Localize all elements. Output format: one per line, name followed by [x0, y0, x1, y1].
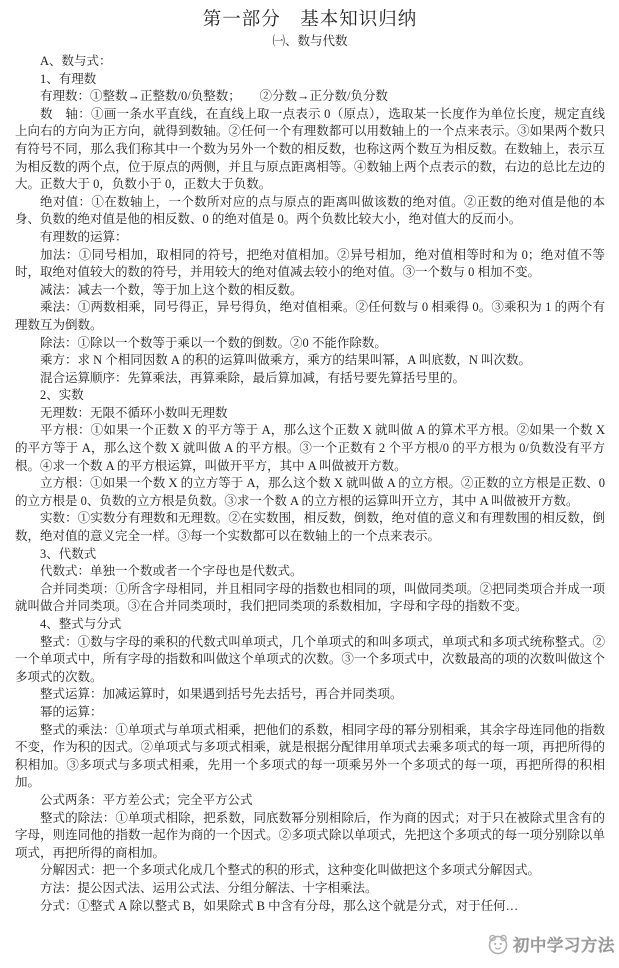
- paragraph: 3、代数式: [40, 546, 97, 561]
- paragraph: 整式的除法：①单项式相除，把系数，同底数幂分别相除后，作为商的因式；对于只在被除式里含有的字母，则连同他的指数一起作为商的一个因式。②多项式除以单项式，先把这个多项式的每一项分别除以单项式，再把所得的商相加。: [15, 810, 605, 860]
- paragraph: 幂的运算：: [40, 704, 103, 719]
- doc-title: 第一部分 基本知识归纳: [202, 10, 418, 30]
- paragraph: 绝对值：①在数轴上，一个数所对应的点与原点的距离叫做该数的绝对值。②正数的绝对值是他的本身、负数的绝对值是他的相反数、0 的绝对值是 0。两个负数比较大小，绝对值大的反而小。: [15, 194, 605, 227]
- paragraph: 4、整式与分式: [40, 617, 122, 631]
- paragraph: 乘法：①两数相乘，同号得正，异号得负，绝对值相乘。②任何数与 0 相乘得 0。③乘积为 1 的两个有理数互为倒数。: [15, 300, 605, 332]
- paragraph: 除法：①除以一个数等于乘以一个数的倒数。②0 不能作除数。: [40, 335, 387, 350]
- paragraph: 加法：①同号相加，取相同的符号，把绝对值相加。②异号相加，绝对值相等时和为 0；绝对值不等时，取绝对值较大的数的符号，并用较大的绝对值减去较小的绝对值。③一个数与 0 相加不变。: [15, 247, 605, 280]
- paragraph: 方法：提公因式法、运用公式法、分组分解法、十字相乘法。: [40, 880, 378, 895]
- paragraph: 混合运算顺序：先算乘法，再算乘除，最后算加减，有括号要先算括号里的。: [40, 370, 466, 385]
- paragraph: 立方根：①如果一个数 X 的立方等于 A，那么这个数 X 就叫做 A 的立方根。②正数的立方根是正数、0 的立方根是 0、负数的立方根是负数。③求一个数 A 的立方根的运算叫开立方，其中 A 叫做被开方数。: [15, 476, 605, 508]
- paragraph: 2、实数: [40, 388, 84, 403]
- paragraph: 乘方：求 N 个相同因数 A 的积的运算叫做乘方，乘方的结果叫幂，A 叫底数，N 叫次数。: [40, 353, 531, 368]
- paragraph: 实数：①实数分有理数和无理数。②在实数围，相反数，倒数，绝对值的意义和有理数围的相反数，倒数，绝对值的意义完全一样。③每一个实数都可以在数轴上的一个点来表示。: [15, 511, 605, 544]
- paragraph: 分式：①整式 A 除以整式 B，如果除式 B 中含有分母，那么这个就是分式，对于任何…: [40, 898, 519, 913]
- watermark-label: 初中学习方法: [513, 936, 615, 955]
- paragraph: 平方根：①如果一个正数 X 的平方等于 A，那么这个正数 X 就叫做 A 的算术平方根。②如果一个数 X 的平方等于 A，那么这个数 X 就叫做 A 的平方根。③一个正数有 2 个平方根/0 的平方根为 0/负数没有平方根。④求一个数 A 的平方根运算，叫做开平方，其中 A 叫做被开方数。: [15, 423, 605, 473]
- paragraph: 公式两条：平方差公式；完全平方公式: [40, 792, 253, 807]
- paragraph: 分解因式：把一个多项式化成几个整式的积的形式，这种变化叫做把这个多项式分解因式。: [40, 863, 541, 878]
- paragraph: A、数与式：: [40, 54, 112, 68]
- paragraph: 代数式：单独一个数或者一个字母也是代数式。: [40, 564, 303, 579]
- paragraph: 合并同类项：①所含字母相同，并且相同字母的指数也相同的项，叫做同类项。②把同类项合并成一项就叫做合并同类项。③在合并同类项时，我们把同类项的系数相加，字母和字母的指数不变。: [15, 581, 605, 614]
- paragraph: 整式：①数与字母的乘积的代数式叫单项式，几个单项式的和叫多项式，单项式和多项式统称整式。②一个单项式中，所有字母的指数和叫做这个单项式的次数。③一个多项式中，次数最高的项的次数叫做这个多项式的次数。: [15, 634, 605, 684]
- paragraph: 整式运算：加减运算时，如果遇到括号先去括号，再合并同类项。: [40, 687, 403, 702]
- paragraph: 有理数：①整数→正整数/0/负整数； ②分数→正分数/负分数: [40, 89, 388, 104]
- paragraph: 减法：减去一个数，等于加上这个数的相反数。: [40, 282, 303, 297]
- paragraph: 无理数：无限不循环小数叫无理数: [40, 405, 228, 420]
- paragraph: 数 轴：①画一条水平直线，在直线上取一点表示 0（原点），选取某一长度作为单位长度，规定直线上向右的方向为正方向，就得到数轴。②任何一个有理数都可以用数轴上的一个点来表示。③如果两个数只有符号不同，那么我们称其中一个数为另外一个数的相反数，也称这两个数互为相反数。在数轴上，表示互为相反数的两个点，位于原点的两侧，并且与原点距离相等。④数轴上两个点表示的数，右边的总比左边的大。正数大于 0，负数小于 0，正数大于负数。: [15, 106, 605, 192]
- paragraph: 1、有理数: [40, 71, 97, 86]
- paragraph: 有理数的运算：: [40, 229, 128, 244]
- doc-body: [15, 53, 605, 915]
- doc-subtitle: ㈠、数与代数: [272, 34, 348, 48]
- paragraph: 整式的乘法：①单项式与单项式相乘，把他们的系数，相同字母的幂分别相乘，其余字母连同他的指数不变，作为积的因式。②单项式与多项式相乘，就是根据分配律用单项式去乘多项式的每一项，再把所得的积相加。③多项式与多项式相乘，先用一个多项式的每一项乘另外一个多项式的每一项，再把所得的积相加。: [15, 722, 605, 790]
